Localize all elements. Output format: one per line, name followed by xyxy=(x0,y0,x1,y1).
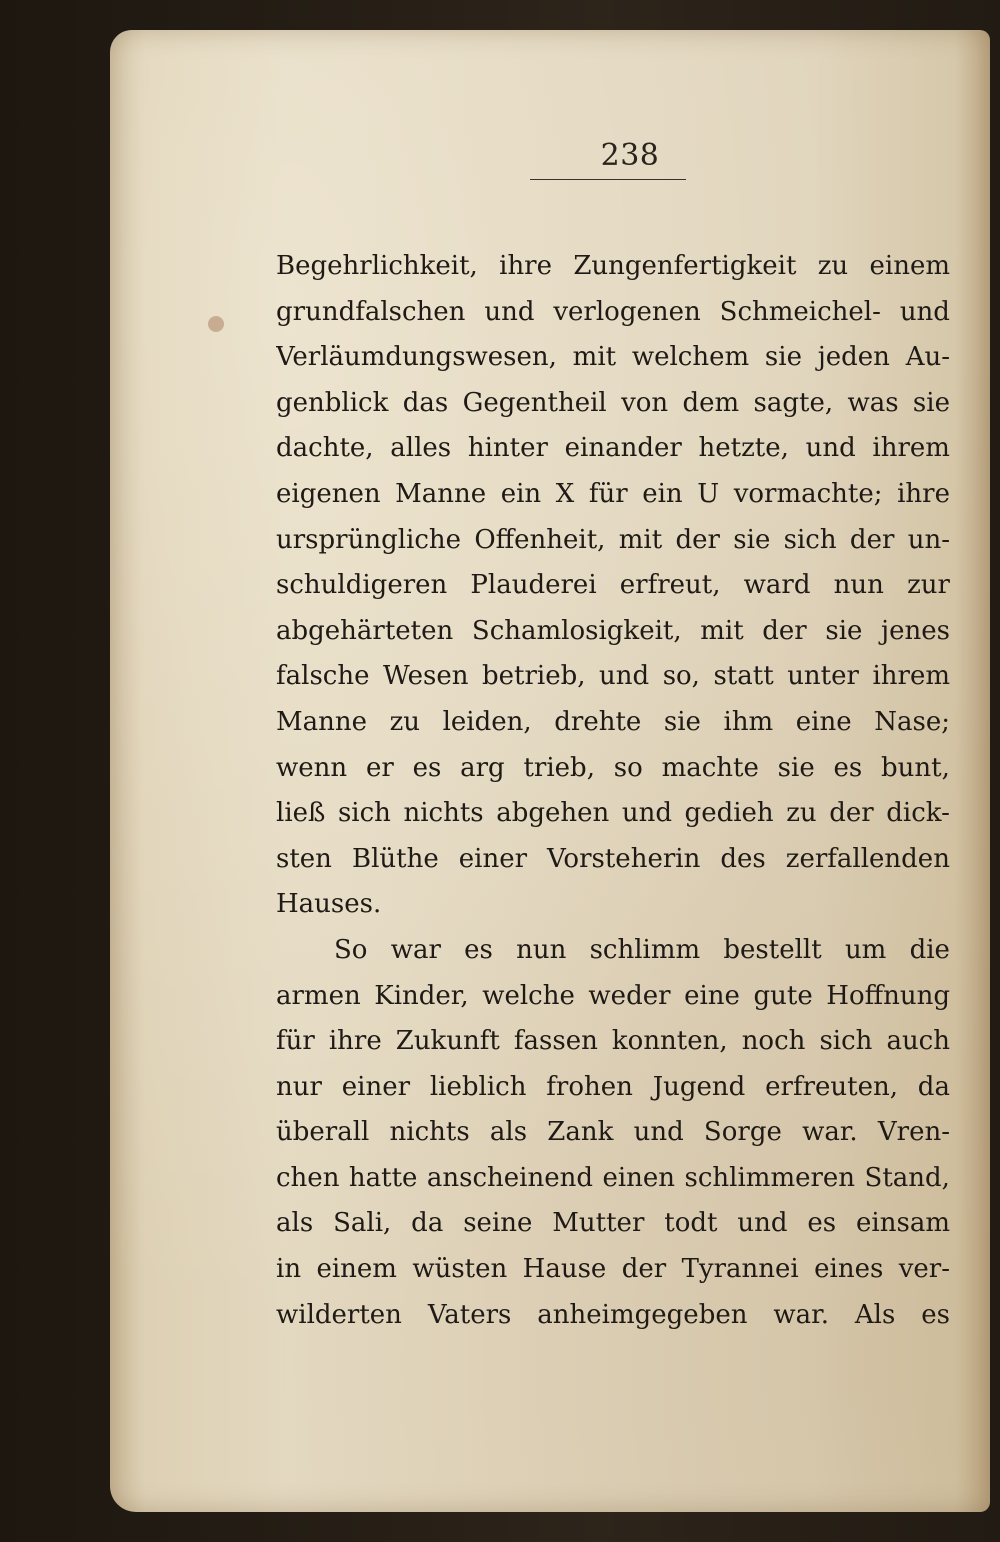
text-line xyxy=(276,974,950,1020)
word: ein xyxy=(500,478,542,509)
word: sie xyxy=(825,615,863,646)
word: jenes xyxy=(881,615,950,646)
word: eine xyxy=(684,980,740,1011)
word: als xyxy=(489,1117,528,1148)
word: eines xyxy=(814,1254,884,1285)
word: und xyxy=(599,661,650,692)
word: nur xyxy=(276,1071,322,1102)
page-stain xyxy=(208,316,224,332)
word: es xyxy=(412,752,442,783)
word: statt xyxy=(713,661,774,692)
word: und xyxy=(805,433,856,464)
word: dick- xyxy=(886,798,950,829)
text-line xyxy=(276,563,950,609)
word: da xyxy=(411,1208,444,1239)
text-line xyxy=(276,837,950,883)
word: Sali, xyxy=(333,1208,392,1239)
word: sie xyxy=(777,752,815,783)
word: abgehen xyxy=(496,798,610,829)
word: ihre xyxy=(897,478,950,509)
word: Gegentheil xyxy=(462,387,607,418)
text-line xyxy=(276,609,950,655)
word: machte xyxy=(661,752,759,783)
word: arg xyxy=(460,752,505,783)
word: ihm xyxy=(723,706,774,737)
text-line xyxy=(276,244,950,290)
word: und xyxy=(899,296,950,327)
word: zu xyxy=(786,798,817,829)
page-number: 238 xyxy=(600,138,660,173)
word: das xyxy=(402,387,449,418)
word: jeden xyxy=(817,342,890,373)
word: war. xyxy=(773,1299,829,1330)
word: Stand, xyxy=(864,1162,950,1193)
word: seine xyxy=(463,1208,533,1239)
word: der xyxy=(829,798,874,829)
word: noch xyxy=(741,1026,806,1057)
text-line xyxy=(276,518,950,564)
text-line xyxy=(276,791,950,837)
word: fassen xyxy=(513,1026,598,1057)
word: es xyxy=(833,752,863,783)
word: Zukunft xyxy=(395,1026,500,1057)
word: um xyxy=(844,934,887,965)
word: dachte, xyxy=(276,433,374,464)
word: grundfalschen xyxy=(276,296,466,327)
word: nun xyxy=(833,570,884,601)
word: in xyxy=(276,1254,302,1285)
word: Au- xyxy=(905,342,950,373)
word: und xyxy=(633,1117,684,1148)
word: verlogenen xyxy=(553,296,701,327)
text-line xyxy=(276,1156,950,1202)
word: es xyxy=(464,934,493,965)
word: bunt, xyxy=(881,752,950,783)
word: Kinder, xyxy=(374,980,469,1011)
word: Tyrannei xyxy=(681,1254,799,1285)
word: zur xyxy=(907,570,950,601)
word: lieblich xyxy=(429,1071,527,1102)
text-line xyxy=(276,654,950,700)
word: armen xyxy=(276,980,361,1011)
word: Mutter xyxy=(552,1208,645,1239)
text-line xyxy=(276,1201,950,1247)
word: eine xyxy=(795,706,852,737)
word: die xyxy=(909,934,950,965)
word: Blüthe xyxy=(351,843,439,874)
word: ihrem xyxy=(872,661,950,692)
word: einander xyxy=(564,433,682,464)
word: chen xyxy=(276,1162,340,1193)
text-line xyxy=(276,426,950,472)
word: Offenheit, xyxy=(474,524,606,555)
word: erfreut, xyxy=(619,570,721,601)
word: ursprüngliche xyxy=(276,524,462,555)
word: Manne xyxy=(395,478,487,509)
word: Zank xyxy=(547,1117,614,1148)
word: einer xyxy=(341,1071,411,1102)
text-line xyxy=(276,746,950,792)
word: Zungenfertigkeit xyxy=(573,251,797,281)
word: mit xyxy=(700,615,744,646)
text-line xyxy=(276,1065,950,1111)
word: sie xyxy=(733,524,771,555)
word: der xyxy=(849,524,895,555)
word: sten xyxy=(276,843,332,874)
word: so, xyxy=(662,661,700,692)
word: auch xyxy=(886,1026,950,1057)
word: von xyxy=(621,387,669,418)
word: Vaters xyxy=(427,1299,512,1330)
word: zerfallenden xyxy=(785,843,950,874)
word: einem xyxy=(869,251,950,281)
word: trieb, xyxy=(523,752,595,783)
word: mit xyxy=(572,342,617,373)
word: einsam xyxy=(856,1208,950,1239)
text-line xyxy=(276,928,950,974)
word: einer xyxy=(458,843,528,874)
word: unter xyxy=(787,661,859,692)
body-text xyxy=(276,244,950,1338)
word: so xyxy=(613,752,643,783)
word: bestellt xyxy=(723,934,822,965)
word: vormachte; xyxy=(733,478,883,509)
word: des xyxy=(720,843,766,874)
word: sagte, xyxy=(753,387,834,418)
word: Nase; xyxy=(874,706,950,737)
word: sie xyxy=(663,706,701,737)
word: war xyxy=(390,934,441,965)
word: Hause xyxy=(522,1254,607,1285)
word: Schmeichel- xyxy=(719,296,881,327)
word: einem xyxy=(316,1254,397,1285)
word: der xyxy=(762,615,807,646)
word: überall xyxy=(276,1117,370,1148)
word: wenn xyxy=(276,752,348,783)
word: ver- xyxy=(898,1254,950,1285)
word: Als xyxy=(854,1299,896,1330)
word: Schamlosigkeit, xyxy=(471,615,682,646)
text-line xyxy=(276,335,950,381)
word: und xyxy=(737,1208,788,1239)
word: war. xyxy=(802,1117,858,1148)
word: es xyxy=(921,1299,950,1330)
word: für xyxy=(276,1026,315,1057)
word: wilderten xyxy=(276,1299,402,1330)
word: schlimmeren xyxy=(684,1162,856,1193)
word: sie xyxy=(764,342,802,373)
word: der xyxy=(675,524,720,555)
word: ließ xyxy=(276,798,326,829)
text-line xyxy=(276,290,950,336)
word: genblick xyxy=(276,387,389,418)
header-rule xyxy=(530,179,686,180)
word: sich xyxy=(819,1026,873,1057)
word: schuldigeren xyxy=(276,570,448,601)
word: hetzte, xyxy=(698,433,789,464)
word: Sorge xyxy=(703,1117,782,1148)
word: Hoffnung xyxy=(826,980,950,1011)
word: hinter xyxy=(467,433,548,464)
word: frohen xyxy=(546,1071,633,1102)
word: Begehrlichkeit, xyxy=(276,251,478,281)
word: un- xyxy=(907,524,950,555)
word: mit xyxy=(618,524,663,555)
text-line xyxy=(276,882,950,928)
word: abgehärteten xyxy=(276,615,454,646)
word: leiden, xyxy=(442,706,532,737)
word: ein xyxy=(642,478,683,509)
word: ihre xyxy=(328,1026,382,1057)
word: wüsten xyxy=(412,1254,508,1285)
text-line xyxy=(276,1247,950,1293)
word: Vren- xyxy=(877,1117,950,1148)
word: zu xyxy=(817,251,849,281)
word: alles xyxy=(390,433,452,464)
word: sich xyxy=(337,798,391,829)
word: erfreuten, xyxy=(765,1071,898,1102)
word: Wesen xyxy=(383,661,469,692)
word: Vorsteherin xyxy=(547,843,701,874)
word: Manne xyxy=(276,706,367,737)
word: als xyxy=(276,1208,314,1239)
word: da xyxy=(917,1071,950,1102)
word: gedieh xyxy=(684,798,774,829)
book-page xyxy=(110,30,990,1512)
word: er xyxy=(365,752,394,783)
text-line xyxy=(276,1019,950,1065)
word: hatte xyxy=(348,1162,418,1193)
word: Jugend xyxy=(652,1071,746,1102)
word: So xyxy=(334,934,368,965)
word: welche xyxy=(482,980,575,1011)
word: nun xyxy=(516,934,567,965)
text-line xyxy=(276,472,950,518)
word: ward xyxy=(743,570,811,601)
word: falsche xyxy=(276,661,370,692)
word: gute xyxy=(753,980,813,1011)
word: weder xyxy=(588,980,671,1011)
word: konnten, xyxy=(611,1026,728,1057)
word: was xyxy=(847,387,899,418)
word: welchem xyxy=(631,342,750,373)
word: dem xyxy=(682,387,740,418)
word: betrieb, xyxy=(481,661,586,692)
word: Verläumdungswesen, xyxy=(276,342,557,373)
word: und xyxy=(484,296,535,327)
word: es xyxy=(807,1208,837,1239)
word: eigenen xyxy=(276,478,381,509)
text-line xyxy=(276,700,950,746)
word: drehte xyxy=(554,706,642,737)
word: anscheinend xyxy=(426,1162,594,1193)
text-line xyxy=(276,1293,950,1339)
word: U xyxy=(697,478,720,509)
word: ihrem xyxy=(872,433,950,464)
word: Plauderei xyxy=(470,570,597,601)
word: und xyxy=(621,798,672,829)
word: X xyxy=(555,478,575,509)
text-line xyxy=(276,381,950,427)
word: nichts xyxy=(403,798,484,829)
word: einen xyxy=(602,1162,676,1193)
text-line xyxy=(276,1110,950,1156)
word: sich xyxy=(783,524,837,555)
word: schlimm xyxy=(589,934,701,965)
word: für xyxy=(588,478,628,509)
word: zu xyxy=(389,706,421,737)
word: anheimgegeben xyxy=(537,1299,748,1330)
word: nichts xyxy=(389,1117,470,1148)
word: ihre xyxy=(499,251,553,281)
word: der xyxy=(621,1254,667,1285)
word: todt xyxy=(664,1208,718,1239)
word: sie xyxy=(912,387,950,418)
word: Hauses. xyxy=(276,889,382,920)
